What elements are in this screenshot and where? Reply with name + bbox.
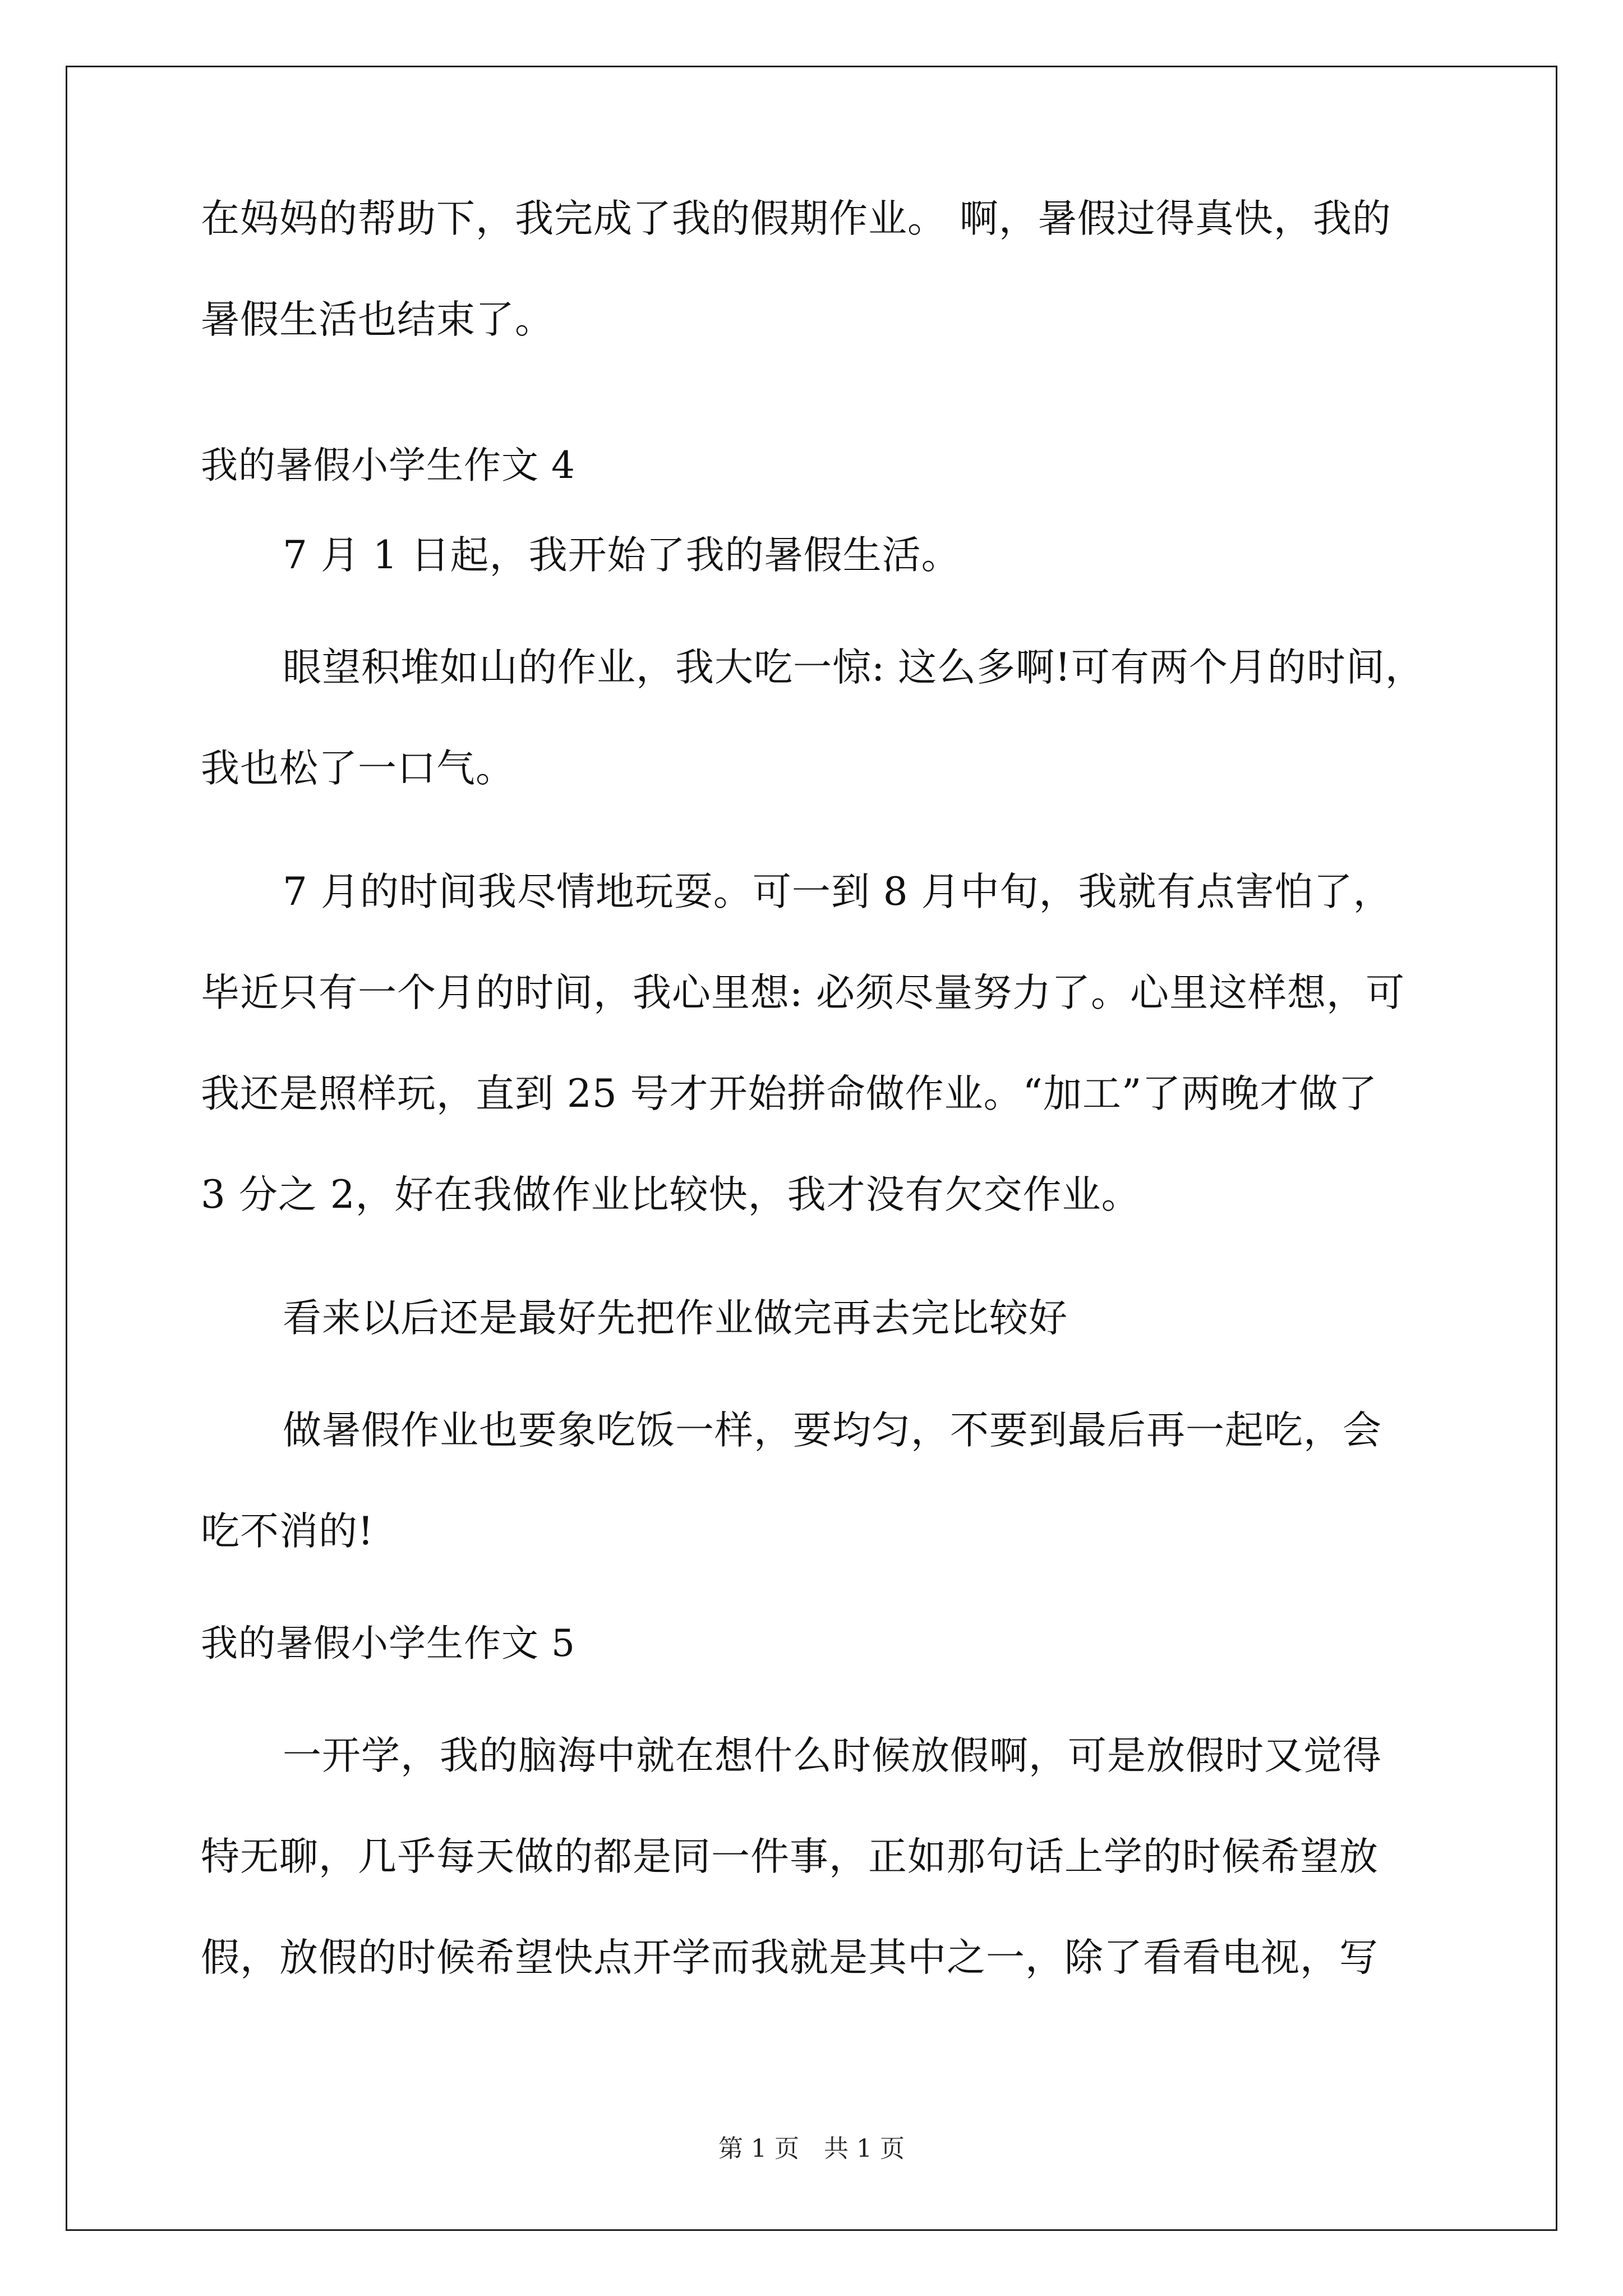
paragraph-line: 毕近只有一个月的时间，我心里想: 必须尽量努力了。心里这样想，可 <box>201 970 1405 1015</box>
paragraph-line: 暑假生活也结束了。 <box>201 297 554 342</box>
section-heading: 我的暑假小学生作文 5 <box>201 1622 575 1665</box>
page-border <box>66 66 1557 2231</box>
paragraph-line: 吃不消的! <box>201 1509 374 1554</box>
paragraph-line: 看来以后还是最好先把作业做完再去完比较好 <box>283 1296 1068 1341</box>
page-number-footer: 第 1 页 共 1 页 <box>718 2134 905 2163</box>
paragraph-line: 在妈妈的帮助下，我完成了我的假期作业。 啊，暑假过得真快，我的 <box>201 196 1391 241</box>
paragraph-line: 我也松了一口气。 <box>201 746 515 791</box>
paragraph-line: 我还是照样玩，直到 25 号才开始拼命做作业。“加工”了两晚才做了 <box>201 1071 1378 1116</box>
paragraph-line: 眼望积堆如山的作业，我大吃一惊: 这么多啊!可有两个月的时间， <box>283 645 1424 690</box>
section-heading: 我的暑假小学生作文 4 <box>201 444 575 487</box>
paragraph-line: 做暑假作业也要象吃饭一样，要均匀，不要到最后再一起吃，会 <box>283 1408 1382 1453</box>
paragraph-line: 3 分之 2，好在我做作业比较快，我才没有欠交作业。 <box>201 1172 1141 1217</box>
paragraph-line: 7 月 1 日起，我开始了我的暑假生活。 <box>283 533 961 578</box>
paragraph-line: 特无聊，几乎每天做的都是同一件事，正如那句话上学的时候希望放 <box>201 1834 1378 1879</box>
paragraph-line: 一开学，我的脑海中就在想什么时候放假啊，可是放假时又觉得 <box>283 1733 1382 1778</box>
paragraph-line: 假，放假的时候希望快点开学而我就是其中之一，除了看看电视，写 <box>201 1935 1378 1980</box>
paragraph-line: 7 月的时间我尽情地玩耍。可一到 8 月中旬，我就有点害怕了， <box>283 869 1393 914</box>
